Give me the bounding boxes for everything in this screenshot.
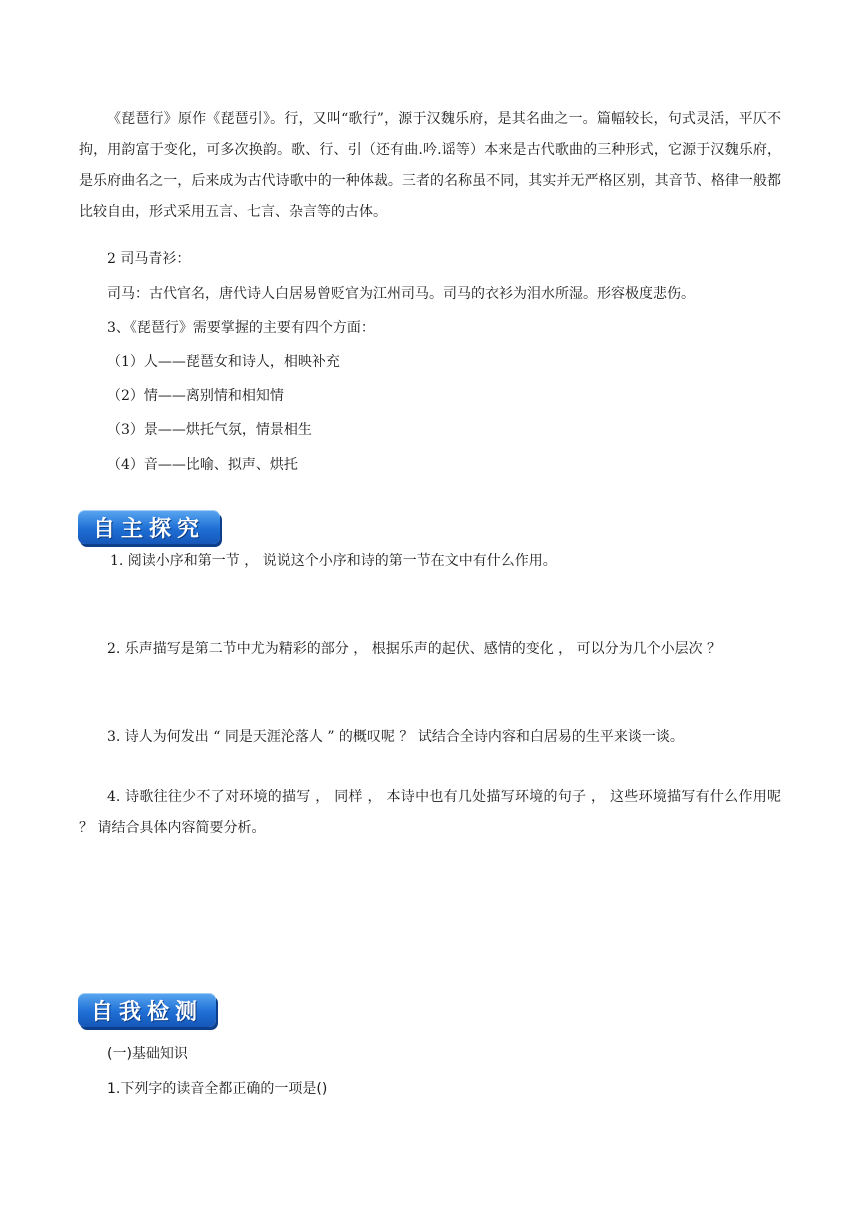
aspect-item: （1）人——琵琶女和诗人，相映补充: [107, 354, 340, 370]
question-item: 3. 诗人为何发出 “ 同是天涯沦落人 ” 的概叹呢 ？ 试结合全诗内容和白居易的生平来谈一谈。: [107, 729, 684, 745]
explore-banner: 自主探究: [78, 510, 220, 544]
selfcheck-banner: 自我检测: [78, 993, 216, 1027]
question-item: 1. 阅读小序和第一节 ， 说说这个小序和诗的第一节在文中有什么作用。: [110, 553, 557, 569]
intro-paragraph: 《琵琶行》原作《琵琶引》。行，又叫“歌行”，源于汉魏乐府，是其名曲之一。篇幅较长，句式灵活，平仄不拘，用韵富于变化，可多次换韵。歌、行、引（还有曲.吟.谣等）本来是古代歌曲的三种形式，它源于汉魏乐府，是乐府曲名之一，后来成为古代诗歌中的一种体裁。三者的名称虽不同，其实并无严格区别，其音节、格律一般都比较自由，形式采用五言、七言、杂言等的古体。: [79, 111, 781, 220]
aspect-item: （4）音——比喻、拟声、烘托: [107, 457, 298, 473]
aspect-item: （3）景——烘托气氛，情景相生: [107, 422, 312, 438]
question-item: 4. 诗歌往往少不了对环境的描写 ， 同样 ， 本诗中也有几处描写环境的句子 ， 这些环境描写有什么作用呢 ？ 请结合具体内容简要分析。: [79, 789, 781, 836]
section-heading: (一)基础知识: [107, 1046, 188, 1062]
item3-title: 3、《琵琶行》需要掌握的主要有四个方面：: [107, 320, 375, 336]
question-item: 2. 乐声描写是第二节中尤为精彩的部分 ， 根据乐声的起伏、感情的变化 ， 可以分为几个小层次 ？: [107, 641, 722, 657]
item2-body: 司马：古代官名，唐代诗人白居易曾贬官为江州司马。司马的衣衫为泪水所湿。形容极度悲伤。: [107, 286, 695, 302]
question-item: 1.下列字的读音全都正确的一项是(): [107, 1081, 328, 1097]
item2-title: 2 司马青衫：: [107, 251, 191, 267]
aspect-item: （2）情——离别情和相知情: [107, 388, 284, 404]
